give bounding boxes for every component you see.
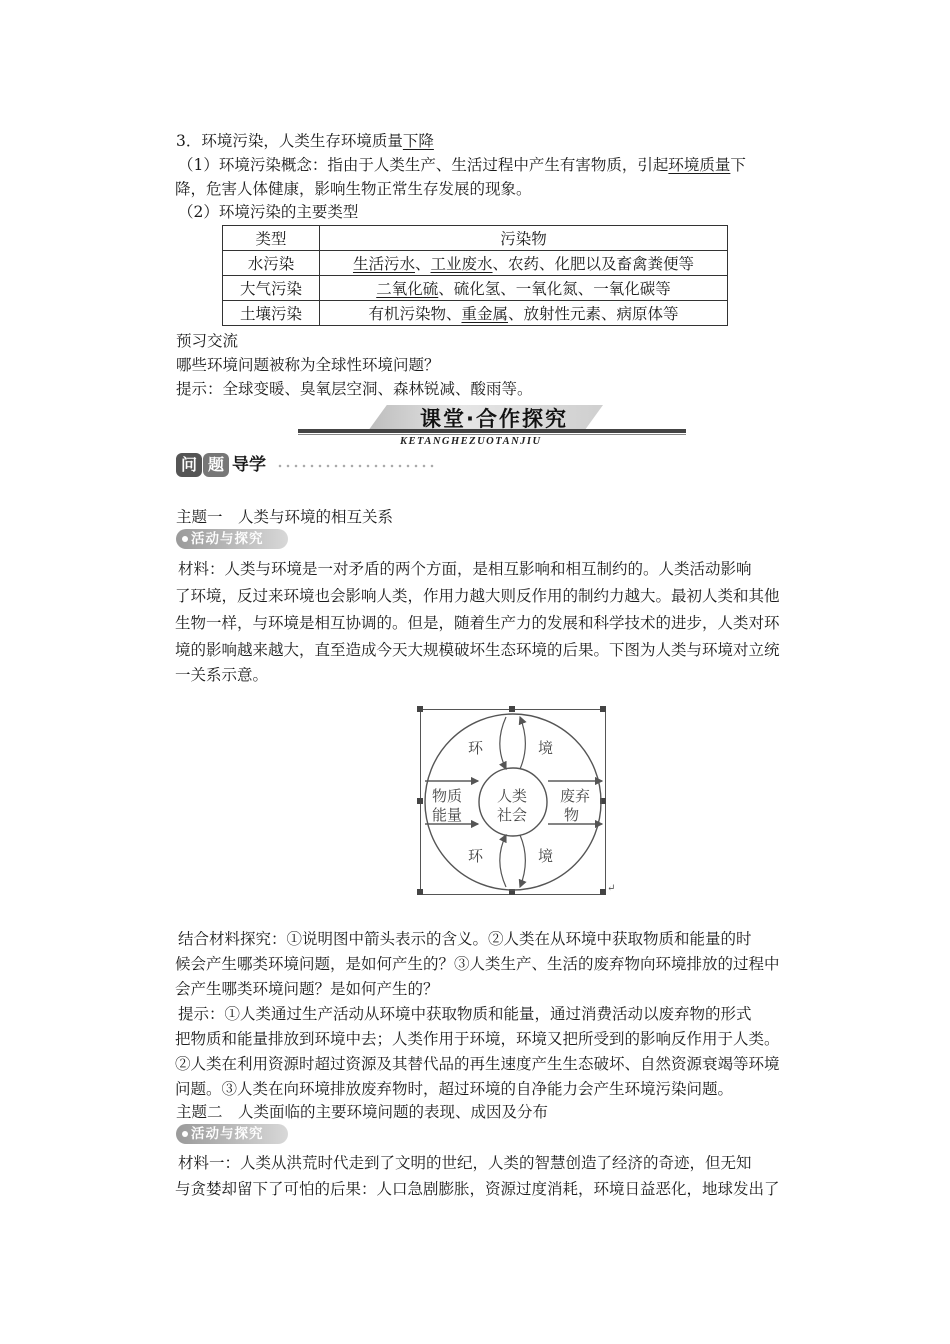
- down-arrow: [500, 717, 506, 769]
- material-line: 一关系示意。: [175, 666, 269, 684]
- material-line: 境的影响越来越大，直至造成今天大规模破坏生态环境的后果。下图为人类与环境对立统: [175, 641, 780, 659]
- table-cell-type: 大气污染: [223, 276, 320, 301]
- heading-text: 3．环境污染，人类生存环境质量: [176, 132, 403, 150]
- table-header: 污染物: [320, 226, 728, 251]
- hint-line: ②人类在利用资源时超过资源及其替代品的再生速度产生生态破坏、自然资源衰竭等环境: [175, 1055, 780, 1073]
- label-human-society: 社会: [497, 806, 528, 824]
- banner-title: 课堂·合作探究: [420, 407, 568, 431]
- table-header: 类型: [223, 226, 320, 251]
- pollutant-text: 有机污染物、: [368, 305, 462, 323]
- heading-underlined: 下降: [402, 132, 434, 150]
- concept-line-2: 降，危害人体健康，影响生物正常生存发展的现象。: [175, 180, 532, 198]
- return-mark-icon: ↵: [607, 883, 616, 894]
- table-cell-pollutants: [320, 276, 728, 301]
- activity-label: [176, 529, 288, 549]
- types-heading: （2）环境污染的主要类型: [178, 203, 359, 221]
- badge-char: 题: [203, 453, 229, 477]
- material-line: 与贪婪却留下了可怕的后果：人口急剧膨胀，资源过度消耗，环境日益恶化，地球发出了: [175, 1180, 780, 1198]
- table-row: [223, 301, 728, 326]
- label-waste: 废弃: [560, 787, 591, 805]
- hint-line: 把物质和能量排放到环境中去；人类作用于环境，环境又把所受到的影响反作用于人类。: [175, 1030, 780, 1048]
- concept-text: （1）环境污染概念：指由于人类生产、生活过程中产生有害物质，引起: [178, 156, 669, 174]
- underlined-term: 工业废水: [430, 255, 493, 273]
- section-banner: [298, 403, 686, 451]
- underlined-term: 生活污水: [352, 255, 415, 273]
- bullet-icon: [182, 536, 188, 542]
- table-cell-type: 水污染: [223, 251, 320, 276]
- question-line: 会产生哪类环境问题？是如何产生的？: [175, 980, 439, 998]
- material-line: 生物一样，与环境是相互协调的。但是，随着生产力的发展和科学技术的进步，人类对环: [175, 614, 780, 632]
- bullet-icon: [182, 1131, 188, 1137]
- concept-underlined: 环境质量: [668, 156, 731, 174]
- table-cell-type: 土壤污染: [223, 301, 320, 326]
- label-matter-energy: 物质: [432, 787, 463, 805]
- table-row: [223, 276, 728, 301]
- label-environment: 境: [538, 847, 554, 865]
- section-heading: [176, 129, 434, 153]
- table-cell-pollutants: [320, 251, 728, 276]
- separator: 、: [414, 255, 431, 273]
- topic1-title: 主题一 人类与环境的相互关系: [176, 508, 394, 526]
- label-human-society: 人类: [497, 787, 528, 805]
- hint-line: 提示：①人类通过生产活动从环境中获取物质和能量，通过消费活动以废弃物的形式: [178, 1005, 752, 1023]
- activity-label: [176, 1124, 288, 1144]
- pollutant-text: 、硫化氢、一氧化氮、一氧化碳等: [438, 280, 671, 298]
- guide-badge: [176, 451, 446, 481]
- banner-subtitle: KETANGHEZUOTANJIU: [400, 436, 542, 447]
- activity-text: 活动与探究: [191, 531, 264, 547]
- badge-char: 问: [176, 453, 202, 477]
- material-line: 了环境，反过来环境也会影响人类，作用力越大则反作用的制约力越大。最初人类和其他: [175, 587, 780, 605]
- up-arrow: [500, 835, 506, 887]
- material-line: 材料：人类与环境是一对矛盾的两个方面，是相互影响和相互制约的。人类活动影响: [178, 560, 752, 578]
- diagram-graphic: [420, 709, 606, 895]
- question-line: 结合材料探究：①说明图中箭头表示的含义。②人类在从环境中获取物质和能量的时: [178, 930, 752, 948]
- concept-line-1: [178, 153, 746, 177]
- hint-line: 问题。③人类在向环境排放废弃物时，超过环境的自净能力会产生环境污染问题。: [175, 1080, 734, 1098]
- preview-question: 哪些环境问题被称为全球性环境问题？: [176, 356, 440, 374]
- up-arrow: [520, 717, 525, 769]
- label-environment: 环: [468, 847, 484, 865]
- underlined-term: 重金属: [461, 305, 508, 323]
- preview-label: 预习交流: [176, 332, 239, 350]
- banner-rule-thin: [298, 434, 686, 435]
- label-matter-energy: 能量: [432, 806, 463, 824]
- pollutant-text: 、农药、化肥以及畜禽粪便等: [492, 255, 695, 273]
- activity-text: 活动与探究: [191, 1126, 264, 1142]
- preview-hint: 提示：全球变暖、臭氧层空洞、森林锐减、酸雨等。: [176, 380, 533, 398]
- pollution-types-table: [222, 225, 728, 326]
- down-arrow: [520, 835, 525, 887]
- label-waste: 物: [564, 806, 580, 824]
- question-line: 候会产生哪类环境问题，是如何产生的？③人类生产、生活的废弃物向环境排放的过程中: [175, 955, 780, 973]
- underlined-term: 二氧化硫: [376, 280, 439, 298]
- table-row: [223, 251, 728, 276]
- table-cell-pollutants: [320, 301, 728, 326]
- label-environment: 境: [538, 739, 554, 757]
- label-environment: 环: [468, 739, 484, 757]
- table-header-row: [223, 226, 728, 251]
- concept-tail: 下: [730, 156, 746, 174]
- badge-text: 导学: [232, 455, 266, 475]
- pollutant-text: 、放射性元素、病原体等: [508, 305, 679, 323]
- human-environment-diagram: [420, 709, 606, 895]
- dotted-rule: [276, 464, 436, 468]
- topic2-title: 主题二 人类面临的主要环境问题的表现、成因及分布: [176, 1103, 549, 1121]
- material-line: 材料一：人类从洪荒时代走到了文明的世纪，人类的智慧创造了经济的奇迹，但无知: [178, 1154, 752, 1172]
